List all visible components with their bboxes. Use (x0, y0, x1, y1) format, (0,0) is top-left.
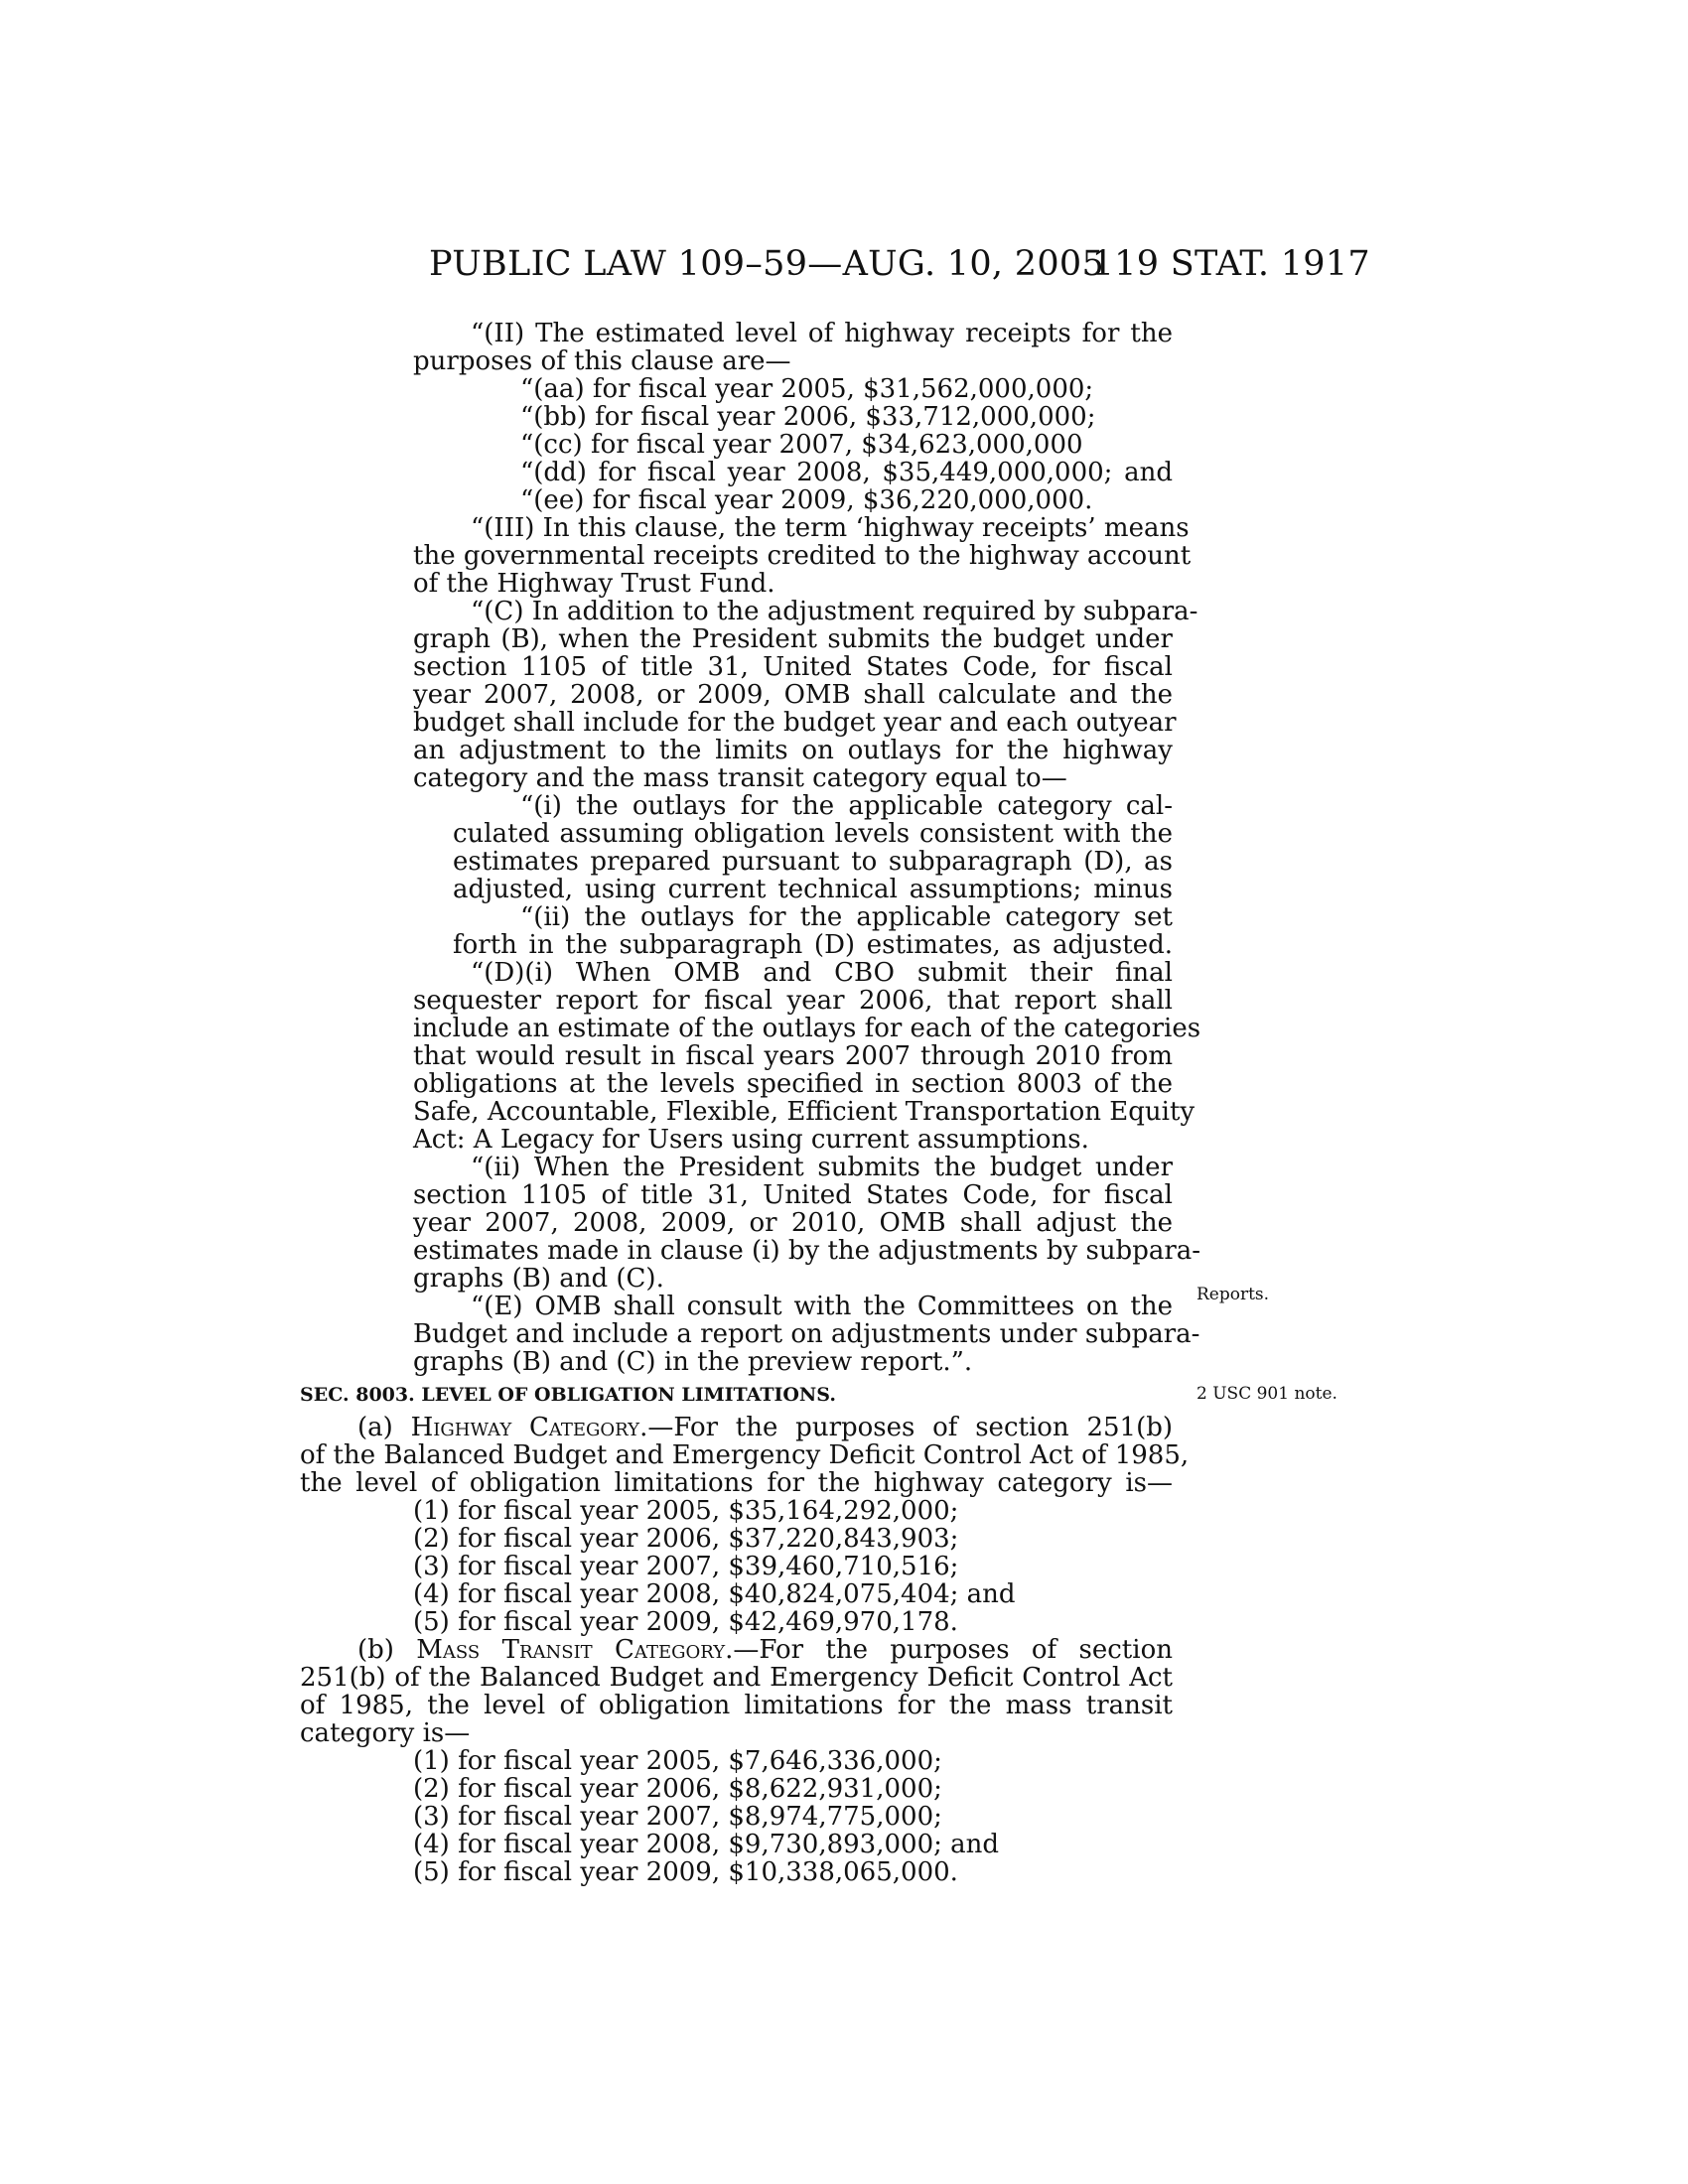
subsection-b-caption: Mass Transit Category (416, 1635, 726, 1665)
subsection-b-label: (b) (357, 1635, 417, 1665)
subsection-text (413, 319, 1201, 1377)
text-line: that would result in fiscal years 2007 through 2010 from (413, 1041, 1173, 1071)
text-line: the level of obligation limitations for the highway category is— (300, 1468, 1173, 1498)
list-item: (4) for fiscal year 2008, $40,824,075,404; and (413, 1579, 1016, 1609)
text-line: forth in the subparagraph (D) estimates, as adjusted. (453, 930, 1173, 960)
subsection-b-text: .—For the purposes of section (725, 1635, 1173, 1665)
list-item: (1) for fiscal year 2005, $7,646,336,000; (413, 1746, 942, 1776)
text-line: section 1105 of title 31, United States Code, for fiscal (413, 652, 1173, 682)
text-line: year 2007, 2008, 2009, or 2010, OMB shall adjust the (413, 1208, 1173, 1238)
text-line: an adjustment to the limits on outlays for the highway (413, 736, 1173, 765)
text-line: “(aa) for fiscal year 2005, $31,562,000,000; (520, 374, 1094, 404)
subsection-a-text: .—For the purposes of section 251(b) (639, 1413, 1174, 1442)
text-line: 251(b) of the Balanced Budget and Emergency Deficit Control Act (300, 1663, 1173, 1693)
text-line: estimates prepared pursuant to subparagraph (D), as (453, 847, 1173, 877)
text-line: graphs (B) and (C) in the preview report.”. (413, 1347, 973, 1377)
text-line: “(ee) for fiscal year 2009, $36,220,000,000. (520, 485, 1093, 515)
text-line: of the Highway Trust Fund. (413, 569, 775, 599)
text-line: include an estimate of the outlays for each of the categories (413, 1014, 1201, 1043)
subsection-a-caption: Highway Category (410, 1413, 640, 1442)
text-line: category and the mass transit category equal to— (413, 763, 1067, 793)
text-line: “(bb) for fiscal year 2006, $33,712,000,000; (520, 402, 1096, 432)
text-line: section 1105 of title 31, United States Code, for fiscal (413, 1180, 1173, 1210)
text-line: purposes of this clause are— (413, 346, 791, 376)
text-line: “(III) In this clause, the term ‘highway receipts’ means (471, 513, 1190, 543)
running-header-title: PUBLIC LAW 109–59—AUG. 10, 2005 (429, 244, 1105, 284)
text-line: obligations at the levels specified in section 8003 of the (413, 1069, 1173, 1099)
subsection-a-first-line (300, 1414, 1173, 1441)
text-line: “(i) the outlays for the applicable category cal- (520, 791, 1173, 821)
text-line: culated assuming obligation levels consistent with the (453, 819, 1173, 849)
text-line: “(dd) for fiscal year 2008, $35,449,000,000; and (520, 458, 1173, 487)
section-8003-text (300, 1413, 1190, 1887)
text-line: Act: A Legacy for Users using current assumptions. (413, 1125, 1089, 1155)
text-line: sequester report for fiscal year 2006, that report shall (413, 986, 1173, 1016)
text-line: budget shall include for the budget year and each outyear (413, 708, 1177, 738)
list-item: (2) for fiscal year 2006, $8,622,931,000; (413, 1774, 942, 1804)
text-line: Budget and include a report on adjustments under subpara- (413, 1319, 1200, 1349)
list-item: (3) for fiscal year 2007, $39,460,710,516; (413, 1552, 959, 1581)
text-line: “(cc) for fiscal year 2007, $34,623,000,000 (520, 430, 1083, 460)
list-item: (2) for fiscal year 2006, $37,220,843,903; (413, 1524, 959, 1554)
text-line: of the Balanced Budget and Emergency Deficit Control Act of 1985, (300, 1440, 1190, 1470)
list-item: (5) for fiscal year 2009, $42,469,970,178. (413, 1607, 958, 1637)
text-line: graphs (B) and (C). (413, 1264, 664, 1294)
text-line: Safe, Accountable, Flexible, Efficient Transportation Equity (413, 1097, 1196, 1127)
text-line: “(II) The estimated level of highway receipts for the (471, 319, 1173, 348)
text-line: “(ii) When the President submits the budget under (471, 1153, 1173, 1182)
list-item: (5) for fiscal year 2009, $10,338,065,000. (413, 1857, 958, 1887)
list-item: (3) for fiscal year 2007, $8,974,775,000; (413, 1802, 942, 1832)
margin-note-reports: Reports. (1196, 1285, 1270, 1304)
margin-note-usc-citation: 2 USC 901 note. (1196, 1384, 1337, 1404)
running-header-page-number: 119 STAT. 1917 (1091, 244, 1370, 284)
text-line: category is— (300, 1718, 471, 1748)
list-item: (4) for fiscal year 2008, $9,730,893,000; and (413, 1830, 1000, 1859)
text-line: graph (B), when the President submits the budget under (413, 624, 1173, 654)
text-line: the governmental receipts credited to the highway account (413, 541, 1192, 571)
text-line: “(ii) the outlays for the applicable category set (520, 902, 1173, 932)
text-line: of 1985, the level of obligation limitations for the mass transit (300, 1691, 1173, 1720)
text-line: estimates made in clause (i) by the adjustments by subpara- (413, 1236, 1201, 1266)
text-line: “(D)(i) When OMB and CBO submit their final (471, 958, 1173, 988)
text-line: year 2007, 2008, or 2009, OMB shall calculate and the (413, 680, 1173, 710)
text-line: “(C) In addition to the adjustment required by subpara- (471, 597, 1198, 626)
section-heading: SEC. 8003. LEVEL OF OBLIGATION LIMITATIONS. (300, 1384, 836, 1406)
list-item: (1) for fiscal year 2005, $35,164,292,000; (413, 1496, 959, 1526)
subsection-a-label: (a) (357, 1413, 411, 1442)
subsection-b-first-line (300, 1636, 1173, 1664)
text-line: “(E) OMB shall consult with the Committees on the (471, 1292, 1173, 1321)
text-line: adjusted, using current technical assumptions; minus (453, 875, 1173, 904)
